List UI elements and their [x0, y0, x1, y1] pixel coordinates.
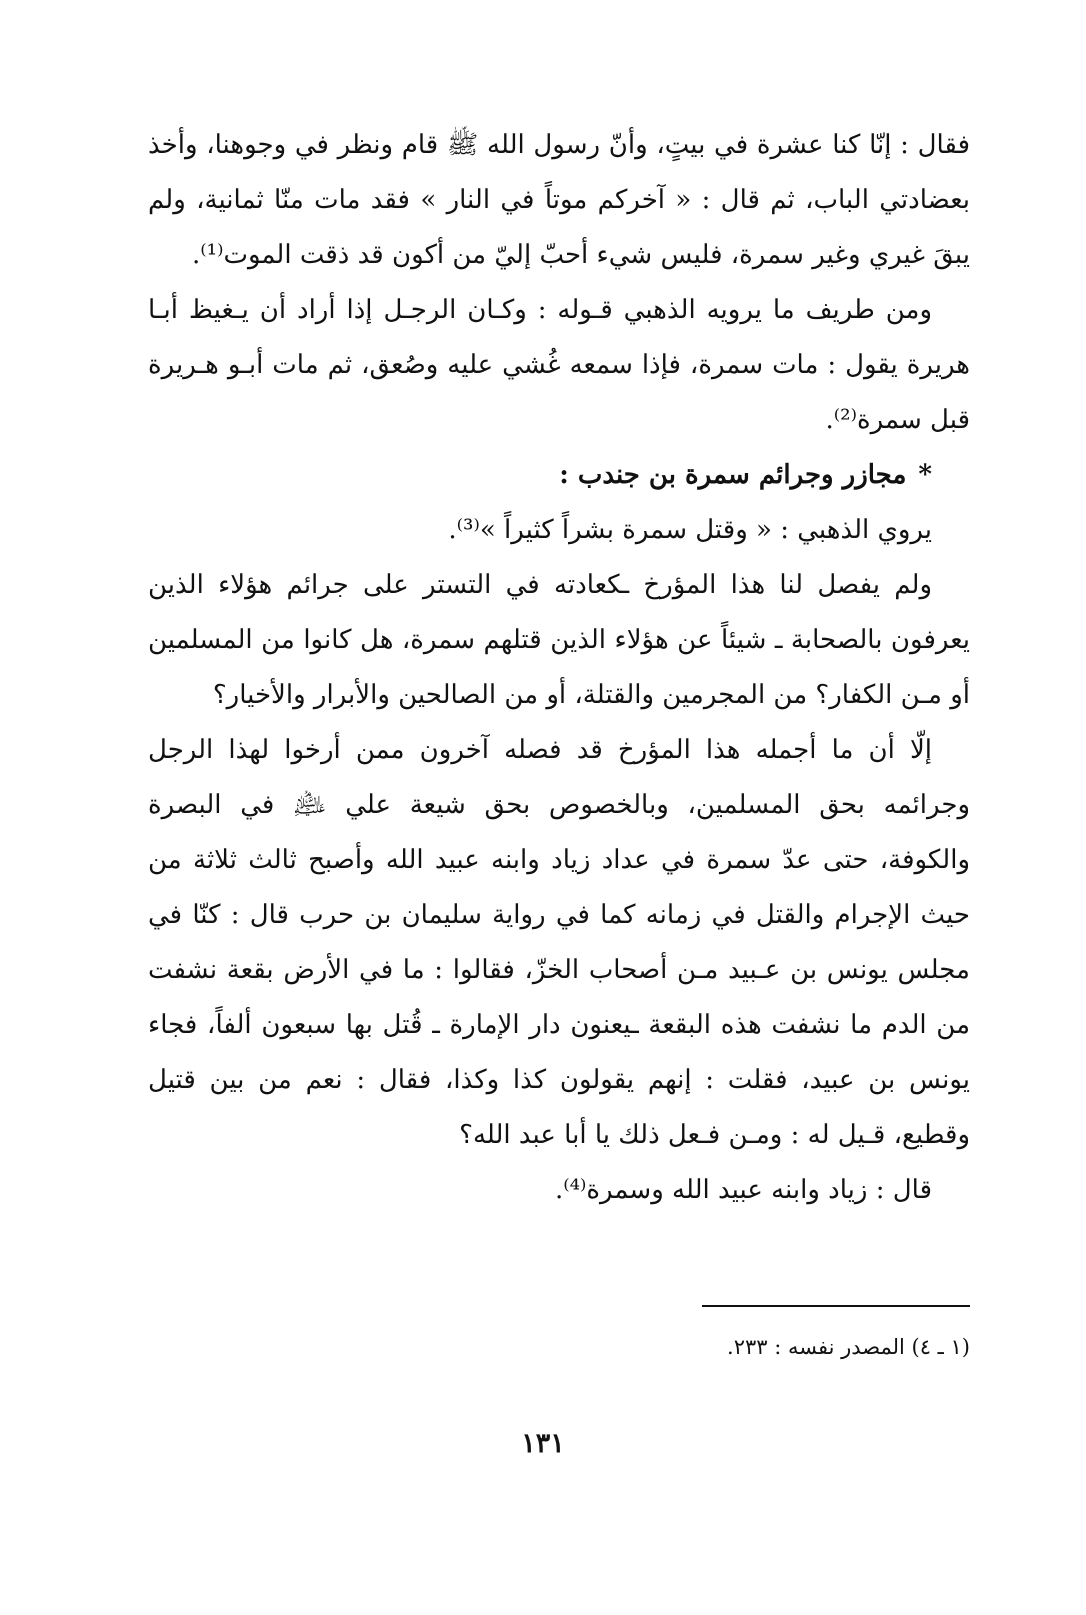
section-heading — [148, 448, 970, 503]
paragraph-1: فقال : إنّا كنا عشرة في بيتٍ، وأنّ رسول الله ﷺ قام ونظر في وجوهنا، وأخذ بعضادتي الباب، ثم قال : « آخركم موتاً في النار » فقد مات منّا ثمانية، ولم يبقَ غيري وغير سمرة، فليس شيء أحبّ إليّ من أكون قد ذقت الموت⁽¹⁾. — [148, 130, 970, 270]
footnote: (١ ـ ٤) المصدر نفسه : ٢٣٣. — [727, 1335, 970, 1359]
heading-asterisk: * — [918, 460, 932, 490]
heading-text: مجازر وجرائم سمرة بن جندب : — [559, 460, 907, 490]
footnote-divider — [702, 1305, 970, 1307]
paragraph-4: ولم يفصل لنا هذا المؤرخ ـكعادته في التستر على جرائم هؤلاء الذين يعرفون بالصحابة ـ شيئاً عن هؤلاء الذين قتلهم سمرة، هل كانوا من المسلمين أو مـن الكفار؟ من المجرمين والقتلة، أو من الصالحين والأبرار والأخيار؟ — [148, 570, 970, 710]
paragraph-5: إلّا أن ما أجمله هذا المؤرخ قد فصله آخرون ممن أرخوا لهذا الرجل وجرائمه بحق المسلمين، وبالخصوص بحق شيعة علي ﵇ في البصرة والكوفة، حتى عدّ سمرة في عداد زياد وابنه عبيد الله وأصبح ثالث ثلاثة من حيث الإجرام والقتل في زمانه كما في رواية سليمان بن حرب قال : كنّا في مجلس يونس بن عـبيد مـن أصحاب الخزّ، فقالوا : ما في الأرض بقعة نشفت من الدم ما نشفت هذه البقعة ـيعنون دار الإمارة ـ قُتل بها سبعون ألفاً، فجاء يونس بن عبيد، فقلت : إنهم يقولون كذا وكذا، فقال : نعم من بين قتيل وقطيع، قـيل له : ومـن فـعل ذلك يا أبا عبد الله؟ — [148, 735, 970, 1150]
paragraph-3: يروي الذهبي : « وقتل سمرة بشراً كثيراً »⁽³⁾. — [448, 515, 932, 545]
page-body — [148, 118, 970, 1218]
paragraph-6: قال : زياد وابنه عبيد الله وسمرة⁽⁴⁾. — [554, 1175, 932, 1205]
paragraph-2: ومن طريف ما يرويه الذهبي قـوله : وكـان الرجـل إذا أراد أن يـغيظ أبـا هريرة يقول : مات سمرة، فإذا سمعه غُشي عليه وصُعق، ثم مات أبـو هـريرة قبل سمرة⁽²⁾. — [148, 295, 970, 435]
page-number: ١٣١ — [521, 1428, 565, 1459]
